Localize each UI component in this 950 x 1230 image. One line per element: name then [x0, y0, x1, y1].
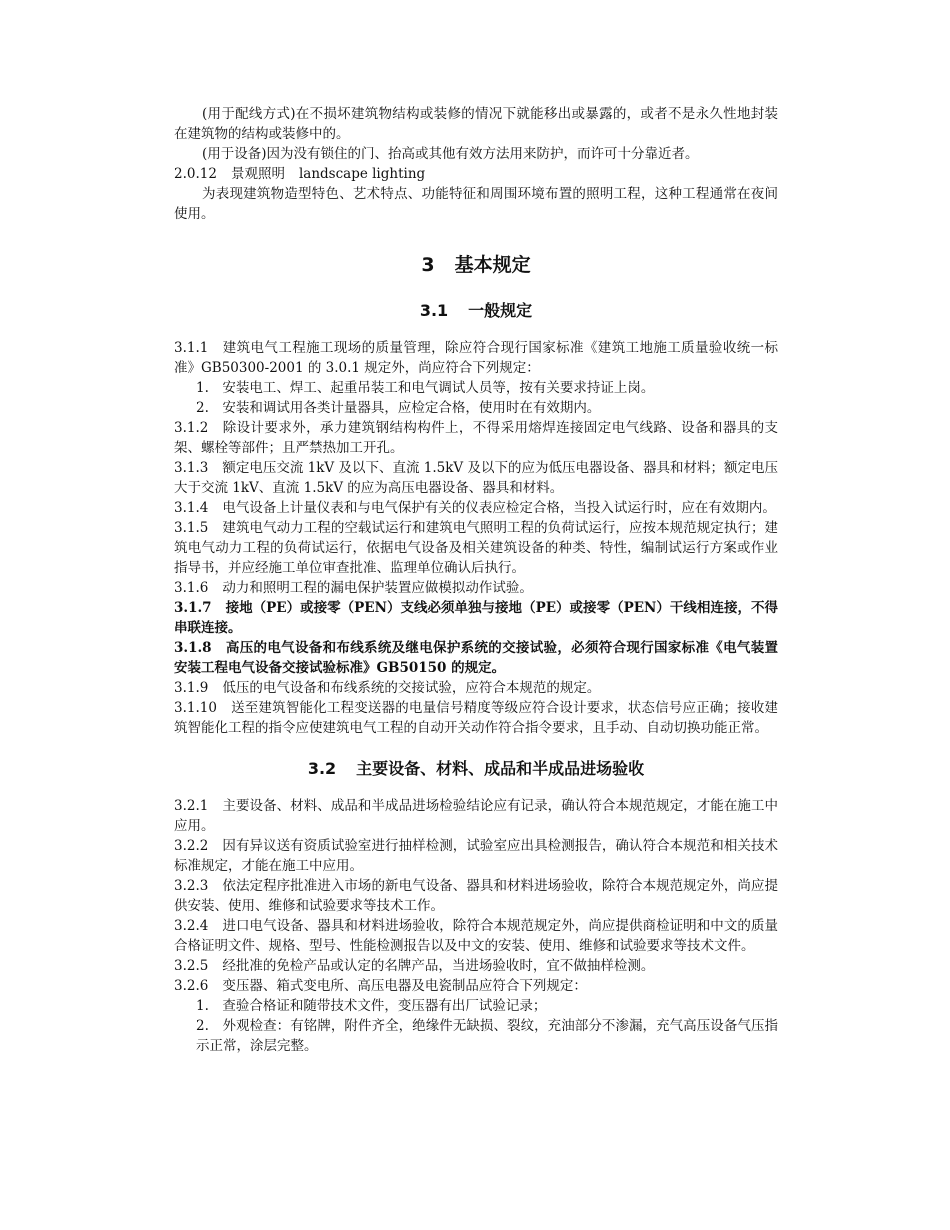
- clause-number: 3.2.4: [174, 918, 209, 934]
- clause-3-2-6: [174, 976, 778, 996]
- term-2-0-12: [174, 164, 778, 184]
- clause-text: 建筑电气动力工程的空载试运行和建筑电气照明工程的负荷试运行，应按本规范规定执行；建筑电气动力工程的负荷试运行，依据电气设备及相关建筑设备的种类、特性，编制试运行方案或作业指导书，并应经施工单位审查批准、监理单位确认后执行。: [174, 520, 778, 576]
- clause-text: 经批准的免检产品或认定的名牌产品，当进场验收时，宜不做抽样检测。: [222, 958, 655, 974]
- section-number: 3.2: [307, 759, 337, 778]
- term-number: 2.0.12: [174, 166, 217, 182]
- clause-3-2-6-item-2: 2. 外观检查：有铭牌，附件齐全，绝缘件无缺损、裂纹，充油部分不渗漏，充气高压设备气压指示正常，涂层完整。: [196, 1018, 778, 1054]
- clause-text: 动力和照明工程的漏电保护装置应做模拟动作试验。: [222, 580, 533, 596]
- clause-number: 3.1.1: [174, 340, 209, 356]
- clause-text: 送至建筑智能化工程变送器的电量信号精度等级应符合设计要求，状态信号应正确；接收建筑智能化工程的指令应使建筑电气工程的自动开关动作符合指令要求，且手动、自动切换功能正常。: [174, 700, 778, 736]
- clause-number: 3.2.5: [174, 958, 209, 974]
- clause-3-1-9: [174, 678, 778, 698]
- clause-3-2-2: [174, 836, 778, 876]
- clause-text: 依法定程序批准进入市场的新电气设备、器具和材料进场验收，除符合本规范规定外，尚应提供安装、使用、维修和试验要求等技术工作。: [174, 878, 778, 914]
- section-title: 一般规定: [468, 301, 533, 320]
- clause-number: 3.2.3: [174, 878, 209, 894]
- clause-number: 3.1.10: [174, 700, 217, 716]
- clause-3-2-5: [174, 956, 778, 976]
- clause-text: 除设计要求外，承力建筑钢结构构件上，不得采用熔焊连接固定电气线路、设备和器具的支架、螺栓等部件；且严禁热加工开孔。: [174, 420, 778, 456]
- clause-number: 3.2.1: [174, 798, 209, 814]
- clause-3-2-1: [174, 796, 778, 836]
- clause-3-1-10: [174, 698, 778, 738]
- clause-3-1-1-item-2: 2. 安装和调试用各类计量器具，应检定合格，使用时在有效期内。: [196, 400, 601, 416]
- clause-text: 主要设备、材料、成品和半成品进场检验结论应有记录，确认符合本规范规定，才能在施工中应用。: [174, 798, 778, 834]
- clause-3-1-1: [174, 338, 778, 378]
- term-english: landscape lighting: [298, 166, 426, 182]
- clause-text: 建筑电气工程施工现场的质量管理，除应符合现行国家标准《建筑工地施工质量验收统一标准》GB50300-2001 的 3.0.1 规定外，尚应符合下列规定：: [174, 340, 778, 376]
- clause-3-2-3: [174, 876, 778, 916]
- clause-3-1-5: [174, 518, 778, 578]
- chapter-title: 基本规定: [454, 254, 531, 276]
- section-3-2-heading: [174, 756, 778, 782]
- section-title: 主要设备、材料、成品和半成品进场验收: [356, 759, 645, 778]
- section-3-1-heading: [174, 298, 778, 324]
- clause-3-1-4: [174, 498, 778, 518]
- intro-paragraph-2: (用于设备)因为没有锁住的门、抬高或其他有效方法用来防护，而许可十分靠近者。: [202, 146, 699, 162]
- term-definition: 为表现建筑物造型特色、艺术特点、功能特征和周围环境布置的照明工程，这种工程通常在夜间使用。: [174, 186, 778, 222]
- clause-number: 3.1.4: [174, 500, 209, 516]
- clause-number: 3.1.2: [174, 420, 209, 436]
- clause-text: 因有异议送有资质试验室进行抽样检测，试验室应出具检测报告，确认符合本规范和相关技术标准规定，才能在施工中应用。: [174, 838, 778, 874]
- clause-text: 进口电气设备、器具和材料进场验收，除符合本规范规定外，尚应提供商检证明和中文的质量合格证明文件、规格、型号、性能检测报告以及中文的安装、使用、维修和试验要求等技术文件。: [174, 918, 778, 954]
- clause-number: 3.1.3: [174, 460, 209, 476]
- clause-number: 3.2.2: [174, 838, 209, 854]
- clause-3-1-7: [174, 598, 778, 638]
- clause-text: 变压器、箱式变电所、高压电器及电瓷制品应符合下列规定：: [222, 978, 587, 994]
- chapter-heading: [174, 250, 778, 280]
- clause-3-1-1-item-1: 1. 安装电工、焊工、起重吊装工和电气调试人员等，按有关要求持证上岗。: [196, 380, 655, 396]
- clause-3-1-2: [174, 418, 778, 458]
- clause-3-2-6-item-1: 1. 查验合格证和随带技术文件，变压器有出厂试验记录；: [196, 998, 547, 1014]
- clause-text: 低压的电气设备和布线系统的交接试验，应符合本规范的规定。: [222, 680, 601, 696]
- clause-number: 3.1.6: [174, 580, 209, 596]
- section-number: 3.1: [419, 301, 449, 320]
- clause-text: 接地（PE）或接零（PEN）支线必须单独与接地（PE）或接零（PEN）干线相连接，不得串联连接。: [174, 600, 778, 636]
- clause-3-1-6: [174, 578, 778, 598]
- clause-number: 3.1.5: [174, 520, 209, 536]
- clause-text: 额定电压交流 1kV 及以下、直流 1.5kV 及以下的应为低压电器设备、器具和材料；额定电压大于交流 1kV、直流 1.5kV 的应为高压电器设备、器具和材料。: [174, 460, 778, 496]
- clause-3-2-4: [174, 916, 778, 956]
- clause-3-1-8: [174, 638, 778, 678]
- clause-text: 电气设备上计量仪表和与电气保护有关的仪表应检定合格，当投入试运行时，应在有效期内。: [222, 500, 776, 516]
- clause-number: 3.1.7: [174, 600, 212, 616]
- document-page: [174, 104, 778, 1056]
- term-name: 景观照明: [230, 166, 285, 182]
- chapter-number: 3: [421, 254, 435, 276]
- clause-text: 高压的电气设备和布线系统及继电保护系统的交接试验，必须符合现行国家标准《电气装置安装工程电气设备交接试验标准》GB50150 的规定。: [174, 640, 778, 676]
- clause-3-1-3: [174, 458, 778, 498]
- intro-paragraph-1: (用于配线方式)在不损坏建筑物结构或装修的情况下就能移出或暴露的，或者不是永久性地封装在建筑物的结构或装修中的。: [174, 106, 778, 142]
- clause-number: 3.1.9: [174, 680, 209, 696]
- clause-number: 3.2.6: [174, 978, 209, 994]
- clause-number: 3.1.8: [174, 640, 212, 656]
